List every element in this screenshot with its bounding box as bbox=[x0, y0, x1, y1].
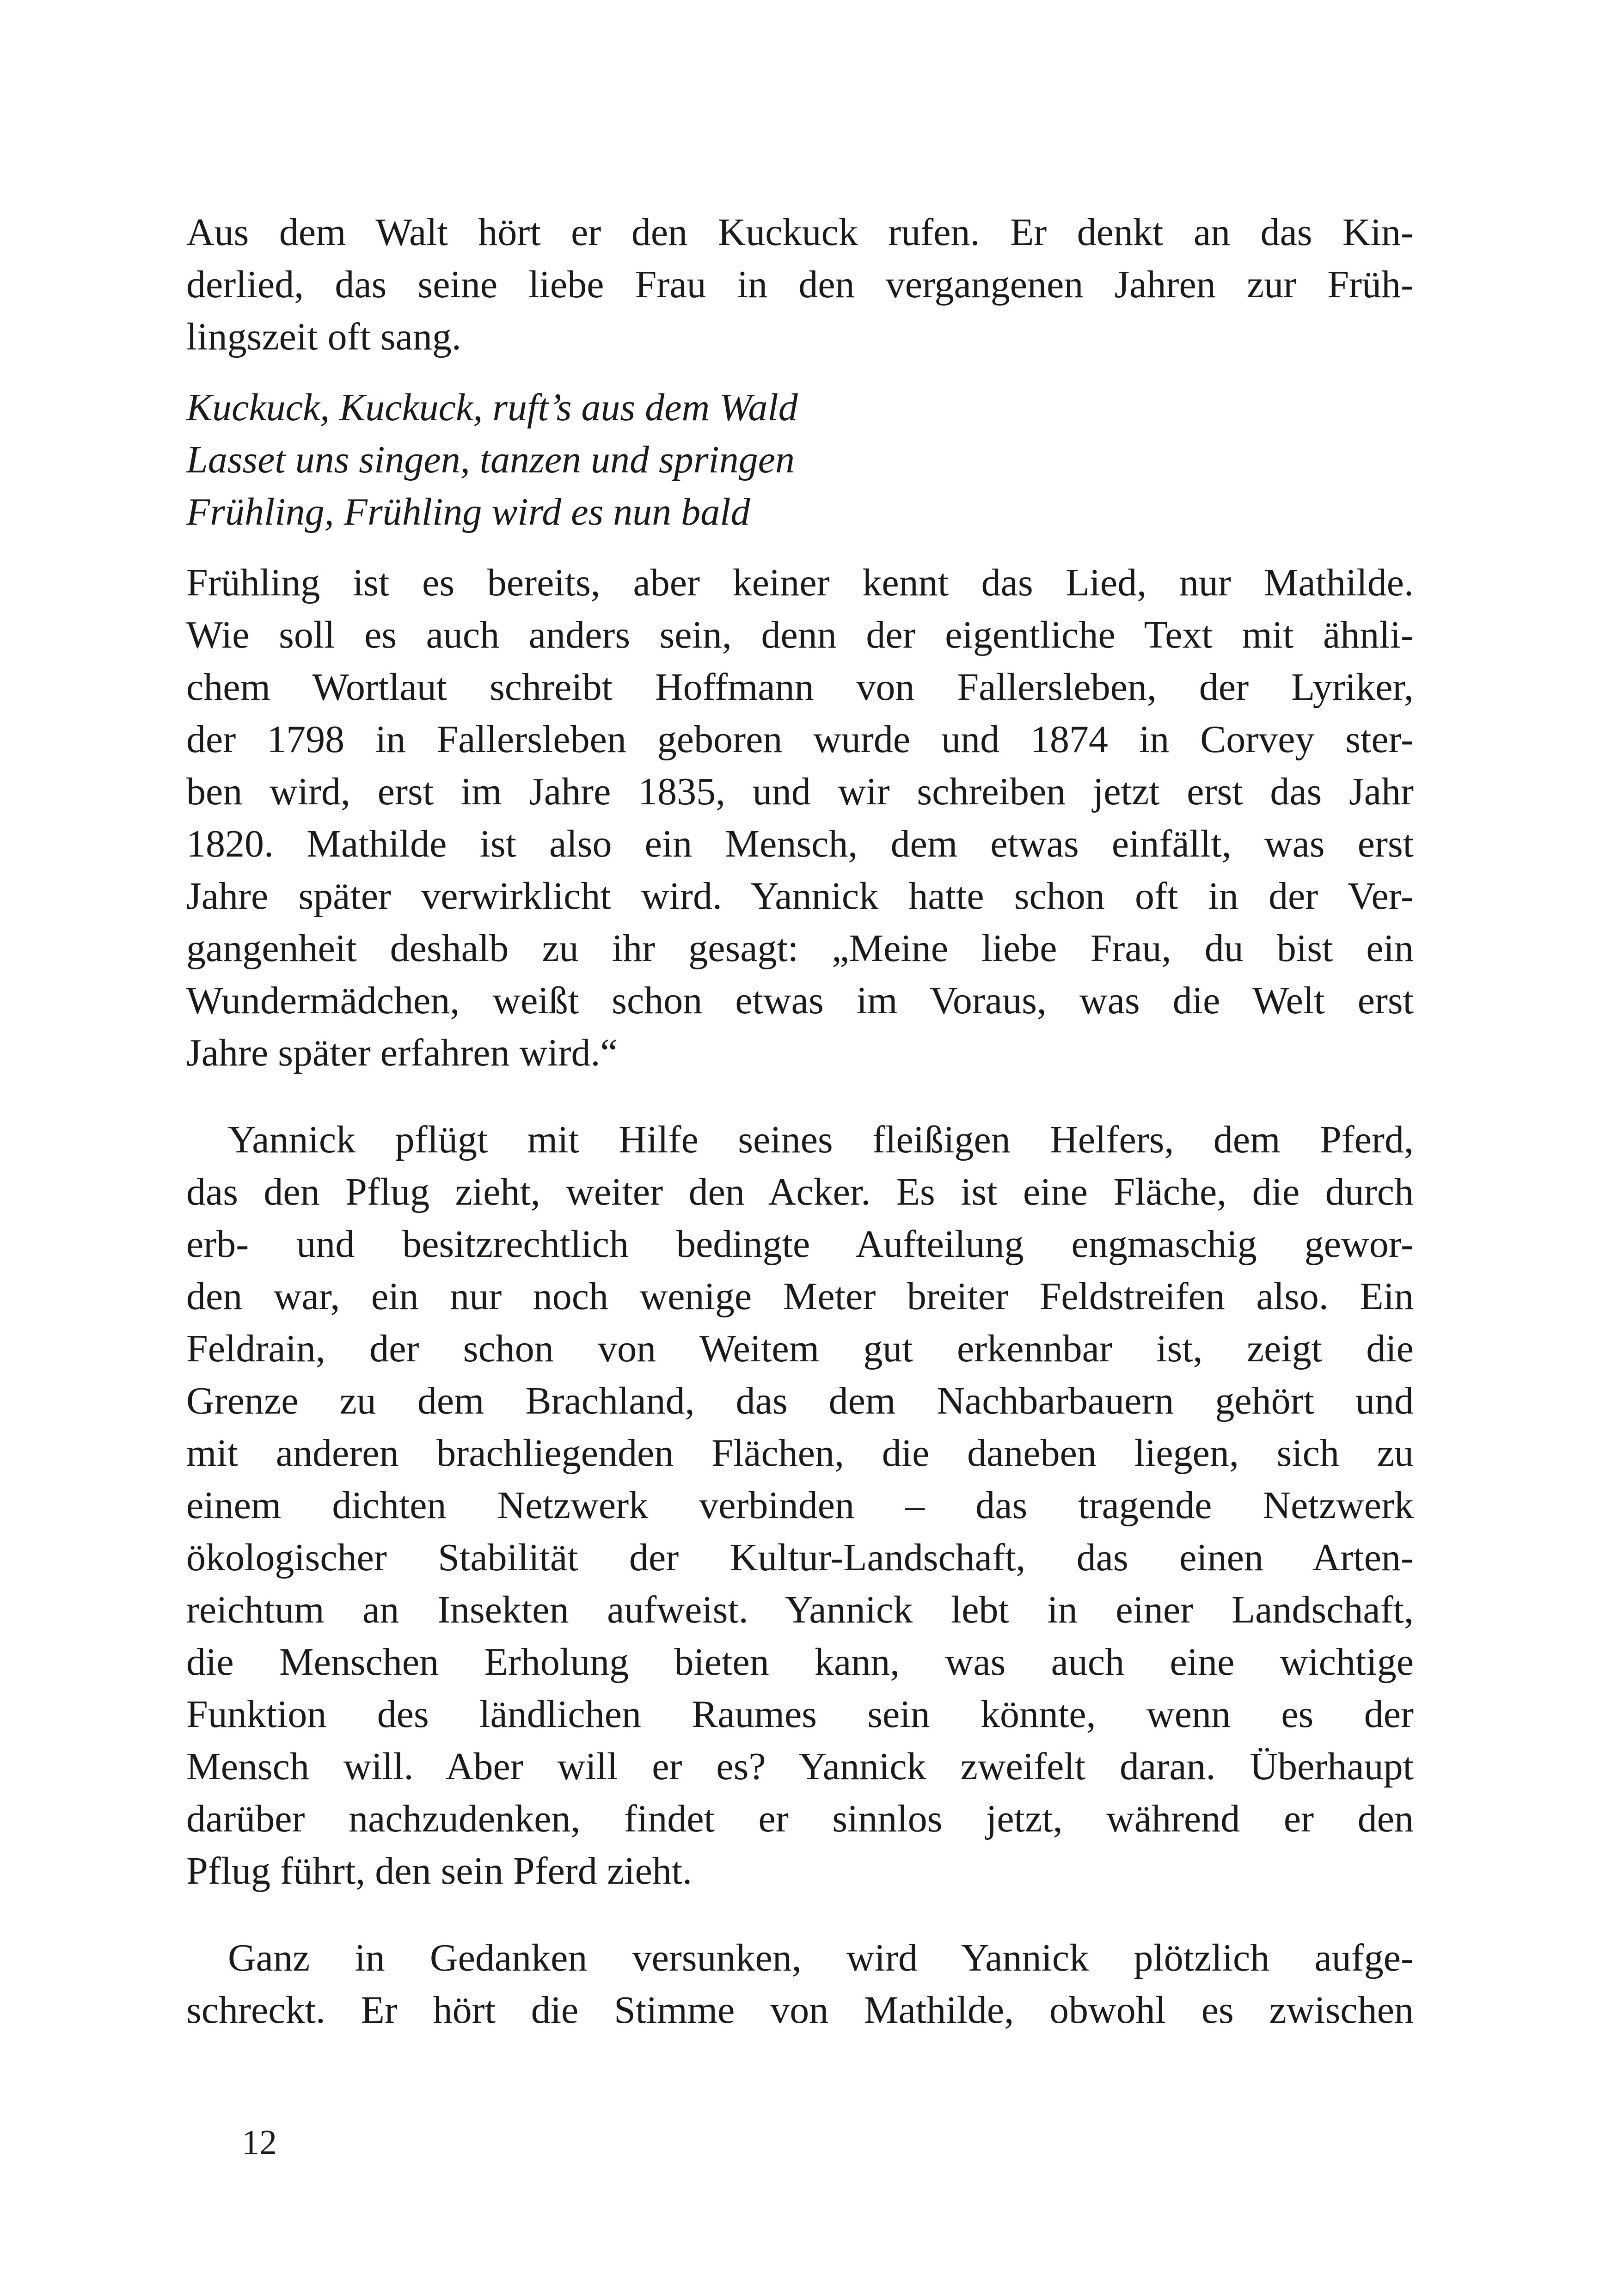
text-line: gangenheit deshalb zu ihr gesagt: „Meine liebe Frau, du bist ein bbox=[186, 927, 1414, 970]
paragraph-2 bbox=[186, 557, 1414, 1079]
paragraph-4 bbox=[186, 1932, 1414, 2036]
text-line: Feldrain, der schon von Weitem gut erkennbar ist, zeigt die bbox=[186, 1327, 1414, 1370]
text-line: chem Wortlaut schreibt Hoffmann von Fallersleben, der Lyriker, bbox=[186, 666, 1414, 709]
text-line: Funktion des ländlichen Raumes sein könnte, wenn es der bbox=[186, 1693, 1414, 1736]
text-line: die Menschen Erholung bieten kann, was auch eine wichtige bbox=[186, 1641, 1414, 1684]
text-line: schreckt. Er hört die Stimme von Mathilde, obwohl es zwischen bbox=[186, 1989, 1414, 2032]
body-text bbox=[186, 206, 1414, 2036]
text-line: darüber nachzudenken, findet er sinnlos jetzt, während er den bbox=[186, 1797, 1414, 1840]
text-line: Pflug führt, den sein Pferd zieht. bbox=[186, 1849, 693, 1892]
text-line: Jahre später erfahren wird.“ bbox=[186, 1031, 618, 1074]
page-number: 12 bbox=[242, 2123, 277, 2162]
text-line: Wundermädchen, weißt schon etwas im Voraus, was die Welt erst bbox=[186, 979, 1414, 1022]
text-line: Ganz in Gedanken versunken, wird Yannick plötzlich aufge- bbox=[228, 1936, 1414, 1979]
poem-verse bbox=[186, 381, 1414, 538]
text-line: Jahre später verwirklicht wird. Yannick hatte schon oft in der Ver- bbox=[186, 875, 1414, 918]
text-line: das den Pflug zieht, weiter den Acker. Es ist eine Fläche, die durch bbox=[186, 1170, 1414, 1213]
paragraph-3 bbox=[186, 1114, 1414, 1897]
text-line: Yannick pflügt mit Hilfe seines fleißigen Helfers, dem Pferd, bbox=[228, 1118, 1414, 1161]
text-line: Frühling ist es bereits, aber keiner kennt das Lied, nur Mathilde. bbox=[186, 561, 1414, 604]
text-line: der 1798 in Fallersleben geboren wurde und 1874 in Corvey ster- bbox=[186, 718, 1414, 761]
text-line: 1820. Mathilde ist also ein Mensch, dem etwas einfällt, was erst bbox=[186, 822, 1414, 865]
poem-line: Frühling, Frühling wird es nun bald bbox=[186, 490, 750, 533]
text-line: Aus dem Walt hört er den Kuckuck rufen. Er denkt an das Kin- bbox=[186, 211, 1414, 254]
text-line: reichtum an Insekten aufweist. Yannick lebt in einer Landschaft, bbox=[186, 1588, 1414, 1631]
text-line: ökologischer Stabilität der Kultur-Landschaft, das einen Arten- bbox=[186, 1536, 1414, 1579]
paragraph-1 bbox=[186, 206, 1414, 363]
text-line: mit anderen brachliegenden Flächen, die daneben liegen, sich zu bbox=[186, 1432, 1414, 1475]
text-line: Wie soll es auch anders sein, denn der eigentliche Text mit ähnli- bbox=[186, 613, 1414, 656]
text-line: den war, ein nur noch wenige Meter breiter Feldstreifen also. Ein bbox=[186, 1275, 1414, 1318]
text-line: ben wird, erst im Jahre 1835, und wir schreiben jetzt erst das Jahr bbox=[186, 770, 1414, 813]
text-line: derlied, das seine liebe Frau in den vergangenen Jahren zur Früh- bbox=[186, 263, 1414, 306]
text-line: Mensch will. Aber will er es? Yannick zweifelt daran. Überhaupt bbox=[186, 1745, 1414, 1788]
text-line: einem dichten Netzwerk verbinden – das tragende Netzwerk bbox=[186, 1484, 1414, 1527]
poem-line: Lasset uns singen, tanzen und springen bbox=[186, 438, 795, 481]
text-line: erb- und besitzrechtlich bedingte Aufteilung engmaschig gewor- bbox=[186, 1223, 1414, 1266]
poem-line: Kuckuck, Kuckuck, ruft’s aus dem Wald bbox=[186, 386, 798, 429]
text-line: lingszeit oft sang. bbox=[186, 315, 461, 358]
text-line: Grenze zu dem Brachland, das dem Nachbarbauern gehört und bbox=[186, 1379, 1414, 1422]
